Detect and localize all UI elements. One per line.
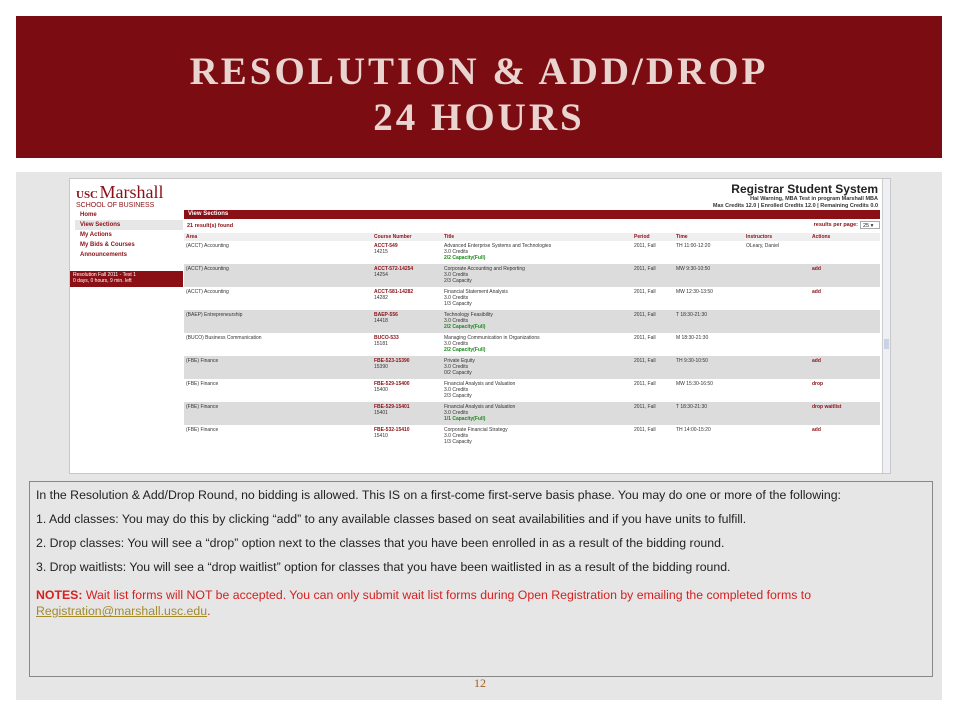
course-credits: 3.0 Credits — [444, 295, 469, 302]
course-title: Technology Feasibility — [444, 312, 493, 318]
course-credits: 3.0 Credits — [444, 249, 469, 256]
table-cell — [372, 287, 442, 310]
table-cell — [442, 333, 632, 356]
table-cell — [744, 287, 810, 310]
table-row — [184, 379, 880, 402]
registrar-screenshot — [69, 178, 891, 474]
table-cell — [744, 333, 810, 356]
instruction-drop: 2. Drop classes: You will see a “drop” option next to the classes that you have been enrolled in as a result of the bidding round. — [36, 536, 725, 550]
instruction-add: 1. Add classes: You may do this by clicking “add” to any available classes based on seat availabilities and if you have units to fulfill. — [36, 512, 747, 526]
nav-announcements[interactable]: Announcements — [80, 252, 128, 258]
table-cell — [442, 425, 632, 448]
course-title: Financial Statement Analysis — [444, 289, 508, 295]
instructor-cell: OLeary, Daniel — [746, 243, 779, 249]
notes-paragraph — [36, 587, 926, 619]
table-row — [184, 425, 880, 448]
course-credits: 3.0 Credits — [444, 318, 469, 325]
course-credits: 3.0 Credits — [444, 433, 469, 440]
course-capacity: 0/2 Capacity — [444, 370, 472, 377]
slide-title-line2: 24 HOURS — [373, 96, 585, 139]
table-cell — [674, 241, 744, 264]
area-cell: (FBE) Finance — [186, 427, 219, 433]
results-per-page-value: 25 — [863, 223, 870, 229]
period-cell: 2011, Fall — [634, 289, 656, 295]
course-id: 15401 — [374, 410, 388, 417]
credits-info: Max Credits 12.0 | Enrolled Credits 12.0 | Remaining Credits 0.0 — [712, 203, 878, 209]
table-cell — [372, 264, 442, 287]
notes-end: . — [207, 604, 211, 619]
time-cell: TH 14:00-15:20 — [676, 427, 711, 433]
table-cell — [632, 425, 674, 448]
column-header: Period — [632, 233, 674, 241]
usc-marshall-logo — [76, 182, 164, 209]
area-cell: (FBE) Finance — [186, 358, 219, 364]
area-cell: (ACCT) Accounting — [186, 289, 229, 295]
table-cell — [184, 287, 372, 310]
table-cell — [674, 379, 744, 402]
course-number-link[interactable]: FBE-529-15400 — [374, 381, 410, 387]
table-cell — [184, 356, 372, 379]
course-capacity: 1/3 Capacity — [444, 439, 472, 446]
course-title: Financial Analysis and Valuation — [444, 404, 516, 410]
table-cell — [442, 264, 632, 287]
nav-view-sections[interactable]: View Sections — [75, 220, 183, 230]
table-cell — [674, 402, 744, 425]
course-title: Advanced Enterprise Systems and Technologies — [444, 243, 552, 249]
action-link[interactable]: drop — [812, 381, 824, 387]
course-credits: 3.0 Credits — [444, 364, 469, 371]
table-cell — [632, 310, 674, 333]
period-cell: 2011, Fall — [634, 243, 656, 249]
table-cell — [442, 379, 632, 402]
action-link[interactable]: add — [812, 266, 821, 272]
table-row — [184, 333, 880, 356]
course-credits: 3.0 Credits — [444, 410, 469, 417]
table-cell — [744, 425, 810, 448]
instructions-intro: In the Resolution & Add/Drop Round, no bidding is allowed. This IS on a first-come first-serve basis phase. You may do one or more of the following: — [36, 488, 841, 502]
table-cell — [674, 310, 744, 333]
nav-home[interactable]: Home — [80, 212, 97, 218]
table-cell — [810, 241, 880, 264]
resolution-time-left: 0 days, 0 hours, 9 min. left — [73, 278, 132, 284]
course-title: Private Equity — [444, 358, 475, 364]
instructions-box — [29, 481, 933, 677]
table-cell — [372, 241, 442, 264]
course-id: 15400 — [374, 387, 388, 394]
course-title: Managing Communication in Organizations — [444, 335, 540, 341]
area-cell: (FBE) Finance — [186, 404, 219, 410]
table-cell — [442, 241, 632, 264]
table-cell — [744, 402, 810, 425]
registrar-header — [713, 182, 878, 210]
column-header: Area — [184, 233, 372, 241]
table-cell — [810, 356, 880, 379]
area-cell: (BUCO) Business Communication — [186, 335, 262, 341]
course-title: Financial Analysis and Valuation — [444, 381, 516, 387]
system-title: Registrar Student System — [731, 182, 878, 196]
instruction-drop-waitlist: 3. Drop waitlists: You will see a “drop waitlist” option for classes that you have been waitlisted in as a result of the bidding round. — [36, 560, 731, 574]
table-cell — [372, 356, 442, 379]
course-number-link[interactable]: BAEP-556 — [374, 312, 398, 318]
course-credits: 3.0 Credits — [444, 341, 469, 348]
period-cell: 2011, Fall — [634, 427, 656, 433]
results-per-page-select[interactable] — [860, 221, 880, 229]
course-capacity: 2/2 Capacity(Full) — [444, 255, 486, 262]
area-cell: (ACCT) Accounting — [186, 243, 229, 249]
course-number-link[interactable]: BUCO-533 — [374, 335, 399, 341]
table-cell — [810, 264, 880, 287]
period-cell: 2011, Fall — [634, 312, 656, 318]
user-info: Hal Warning, MBA Test in program Marshall MBA — [750, 196, 878, 202]
table-cell — [184, 333, 372, 356]
table-row — [184, 264, 880, 287]
table-cell — [184, 241, 372, 264]
time-cell: T 18:30-21:30 — [676, 404, 708, 410]
action-link[interactable]: add — [812, 427, 821, 433]
table-row — [184, 241, 880, 264]
course-id: 14282 — [374, 295, 388, 302]
results-toolbar — [184, 219, 880, 233]
table-cell — [632, 264, 674, 287]
table-cell — [674, 264, 744, 287]
action-link[interactable]: drop waitlist — [812, 404, 842, 410]
column-header: Course Number — [372, 233, 442, 241]
table-cell — [372, 402, 442, 425]
table-cell — [810, 425, 880, 448]
course-number-link[interactable]: ACCT-581-14282 — [374, 289, 414, 295]
registration-email-link[interactable]: Registration@marshall.usc.edu — [36, 604, 208, 619]
resolution-timer — [70, 271, 183, 287]
notes-text: Wait list forms will NOT be accepted. You can only submit wait list forms during Open Registration by emailing the completed forms to — [82, 588, 812, 603]
main-content — [184, 210, 880, 448]
nav-my-bids-courses[interactable]: My Bids & Courses — [80, 242, 135, 248]
course-id: 15390 — [374, 364, 388, 371]
time-cell: MW 12:30-13:50 — [676, 289, 713, 295]
table-cell — [744, 264, 810, 287]
time-cell: TH 11:00-12:20 — [676, 243, 711, 249]
table-cell — [810, 379, 880, 402]
scrollbar-thumb[interactable] — [884, 339, 889, 349]
column-header: Title — [442, 233, 632, 241]
area-cell: (FBE) Finance — [186, 381, 219, 387]
course-capacity: 2/2 Capacity(Full) — [444, 324, 486, 331]
table-cell — [632, 356, 674, 379]
logo-school: SCHOOL OF BUSINESS — [76, 202, 155, 209]
table-cell — [442, 310, 632, 333]
area-cell: (BAEP) Entrepreneurship — [186, 312, 243, 318]
time-cell: TH 9:30-10:50 — [676, 358, 708, 364]
sidebar-nav — [75, 210, 183, 260]
table-cell — [674, 287, 744, 310]
table-row — [184, 287, 880, 310]
time-cell: T 18:30-21:30 — [676, 312, 708, 318]
table-cell — [810, 333, 880, 356]
period-cell: 2011, Fall — [634, 358, 656, 364]
table-cell — [810, 402, 880, 425]
table-cell — [372, 379, 442, 402]
course-id: 14418 — [374, 318, 388, 325]
chevron-down-icon: ▾ — [870, 223, 874, 229]
course-capacity: 2/3 Capacity — [444, 393, 472, 400]
table-cell — [810, 310, 880, 333]
view-sections-bar: View Sections — [184, 210, 880, 219]
table-cell — [184, 402, 372, 425]
course-number-link[interactable]: FBE-532-15410 — [374, 427, 410, 433]
table-cell — [674, 333, 744, 356]
time-cell: MW 15:30-16:50 — [676, 381, 713, 387]
action-link[interactable]: add — [812, 358, 821, 364]
course-number-link[interactable]: FBE-523-15390 — [374, 358, 410, 364]
column-header: Actions — [810, 233, 880, 241]
course-number-link[interactable]: FBE-529-15401 — [374, 404, 410, 410]
table-cell — [372, 310, 442, 333]
page-number: 12 — [474, 676, 486, 690]
course-title: Corporate Accounting and Reporting — [444, 266, 525, 272]
table-cell — [632, 287, 674, 310]
table-cell — [632, 402, 674, 425]
table-cell — [442, 356, 632, 379]
table-cell — [184, 310, 372, 333]
table-cell — [442, 402, 632, 425]
vertical-scrollbar[interactable] — [882, 179, 890, 473]
course-title: Corporate Financial Strategy — [444, 427, 508, 433]
period-cell: 2011, Fall — [634, 381, 656, 387]
nav-my-actions[interactable]: My Actions — [80, 232, 112, 238]
logo-usc: USC — [76, 189, 99, 201]
period-cell: 2011, Fall — [634, 335, 656, 341]
logo-marshall: Marshall — [99, 182, 164, 202]
course-id: 15410 — [374, 433, 388, 440]
table-cell — [184, 425, 372, 448]
table-cell — [744, 310, 810, 333]
table-cell — [744, 241, 810, 264]
table-cell — [744, 356, 810, 379]
slide-title-bar — [16, 16, 942, 158]
slide-title-line1: RESOLUTION & ADD/DROP — [189, 50, 769, 93]
results-count: 21 result(s) found — [187, 223, 234, 229]
notes-label: NOTES: — [36, 588, 83, 603]
table-cell — [632, 241, 674, 264]
time-cell: MW 9:30-10:50 — [676, 266, 711, 272]
resolution-round-label: Resolution Fall 2011 - Test 1 — [73, 272, 136, 278]
table-cell — [632, 379, 674, 402]
table-cell — [442, 287, 632, 310]
table-row — [184, 402, 880, 425]
table-cell — [184, 264, 372, 287]
course-number-link[interactable]: ACCT-572-14254 — [374, 266, 414, 272]
column-header: Time — [674, 233, 744, 241]
course-id: 14254 — [374, 272, 388, 279]
course-capacity: 1/3 Capacity — [444, 301, 472, 308]
table-cell — [744, 379, 810, 402]
course-capacity: 2/2 Capacity(Full) — [444, 347, 486, 354]
table-row — [184, 356, 880, 379]
action-link[interactable]: add — [812, 289, 821, 295]
time-cell: M 18:30-21:30 — [676, 335, 709, 341]
column-header: Instructors — [744, 233, 810, 241]
table-cell — [184, 379, 372, 402]
course-credits: 3.0 Credits — [444, 272, 469, 279]
course-capacity: 2/3 Capacity — [444, 278, 472, 285]
sections-table — [184, 233, 880, 448]
course-credits: 3.0 Credits — [444, 387, 469, 394]
area-cell: (ACCT) Accounting — [186, 266, 229, 272]
period-cell: 2011, Fall — [634, 404, 656, 410]
period-cell: 2011, Fall — [634, 266, 656, 272]
table-cell — [674, 356, 744, 379]
table-cell — [810, 287, 880, 310]
table-cell — [632, 333, 674, 356]
table-cell — [372, 333, 442, 356]
results-per-page-label: results per page: — [813, 222, 858, 228]
course-id: 15181 — [374, 341, 388, 348]
table-row — [184, 310, 880, 333]
course-capacity: 1/1 Capacity(Full) — [444, 416, 486, 423]
course-number-link[interactable]: ACCT-549 — [374, 243, 398, 249]
table-cell — [372, 425, 442, 448]
course-id: 14215 — [374, 249, 388, 256]
table-cell — [674, 425, 744, 448]
